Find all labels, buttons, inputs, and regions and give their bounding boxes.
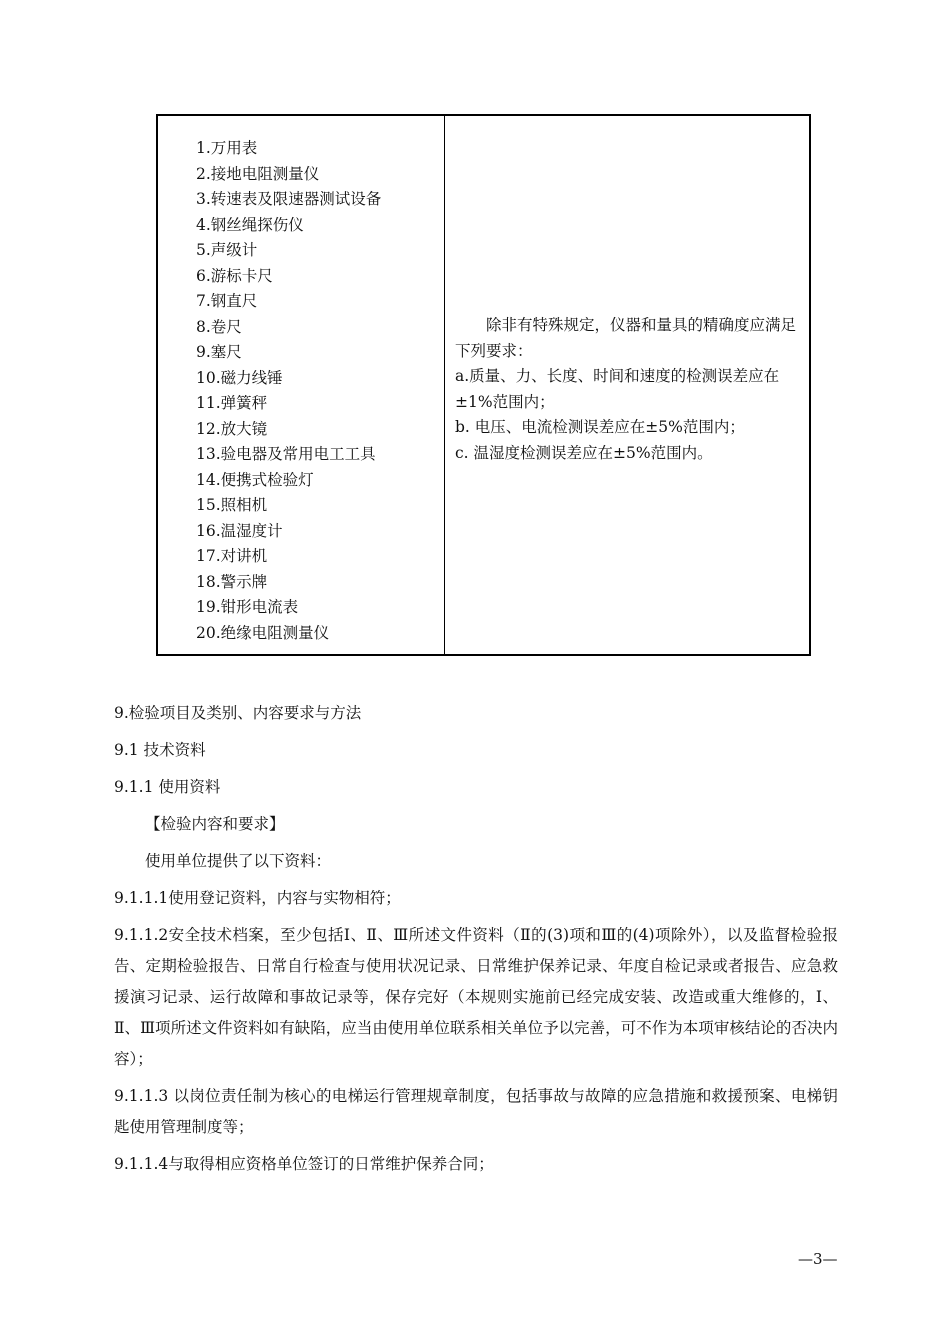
list-item: 2.接地电阻测量仪 [196, 164, 320, 183]
list-item: 9.塞尺 [196, 343, 242, 361]
list-item: 16.温湿度计 [196, 521, 283, 540]
requirement-c: c. 温湿度检测误差应在±5%范围内。 [455, 443, 713, 462]
list-item: 7.钢直尺 [196, 292, 258, 310]
requirement-b: b. 电压、电流检测误差应在±5%范围内； [455, 418, 745, 436]
item-9-1-1-4: 9.1.1.4与取得相应资格单位签订的日常维护保养合同； [114, 1155, 494, 1173]
item-9-1-1-3: 9.1.1.3 以岗位责任制为核心的电梯运行管理规章制度，包括事故与故障的应急措施和救援预案、电梯钥匙使用管理制度等； [114, 1087, 838, 1136]
page-number: —3— [798, 1250, 838, 1268]
list-item: 11.弹簧秤 [196, 394, 268, 412]
list-item: 19.钳形电流表 [196, 598, 299, 616]
heading-9-1: 9.1 技术资料 [114, 741, 206, 759]
list-item: 4.钢丝绳探伤仪 [196, 215, 304, 234]
list-item: 15.照相机 [196, 496, 268, 514]
list-item: 14.便携式检验灯 [196, 470, 314, 489]
list-item: 3.转速表及限速器测试设备 [196, 190, 382, 208]
list-item: 5.声级计 [196, 241, 258, 259]
heading-9-1-1: 9.1.1 使用资料 [114, 778, 221, 796]
list-item: 17.对讲机 [196, 547, 268, 565]
instrument-table [156, 114, 811, 656]
list-item: 18.警示牌 [196, 572, 268, 591]
list-item: 10.磁力线锤 [196, 368, 283, 387]
section-body [114, 700, 838, 1180]
list-item: 13.验电器及常用电工工具 [196, 445, 376, 463]
list-item: 6.游标卡尺 [196, 266, 273, 285]
list-item: 1.万用表 [196, 139, 258, 157]
list-item: 12.放大镜 [196, 419, 268, 438]
list-item: 8.卷尺 [196, 317, 242, 336]
item-9-1-1-2: 9.1.1.2安全技术档案，至少包括Ⅰ、Ⅱ、Ⅲ所述文件资料（Ⅱ的(3)项和Ⅲ的(4)项除外），以及监督检验报告、定期检验报告、日常自行检查与使用状况记录、日常维护保养记录、年度自检记录或者报告、应急救援演习记录、运行故障和事故记录等，保存完好（本规则实施前已经完成安装、改造或重大维修的，Ⅰ、Ⅱ、Ⅲ项所述文件资料如有缺陷，应当由使用单位联系相关单位予以完善，可不作为本项审核结论的否决内容）； [114, 926, 838, 1068]
item-9-1-1-1: 9.1.1.1使用登记资料，内容与实物相符； [114, 889, 401, 907]
list-item: 20.绝缘电阻测量仪 [196, 623, 330, 642]
lead-text: 使用单位提供了以下资料： [145, 852, 332, 870]
accuracy-requirements [445, 116, 809, 654]
heading-9: 9.检验项目及类别、内容要求与方法 [114, 704, 362, 722]
instrument-list [158, 116, 445, 654]
requirement-a: a.质量、力、长度、时间和速度的检测误差应在±1%范围内； [455, 367, 780, 411]
requirements-intro: 除非有特殊规定，仪器和量具的精确度应满足下列要求： [455, 316, 797, 360]
content-label: 【检验内容和要求】 [145, 815, 285, 833]
